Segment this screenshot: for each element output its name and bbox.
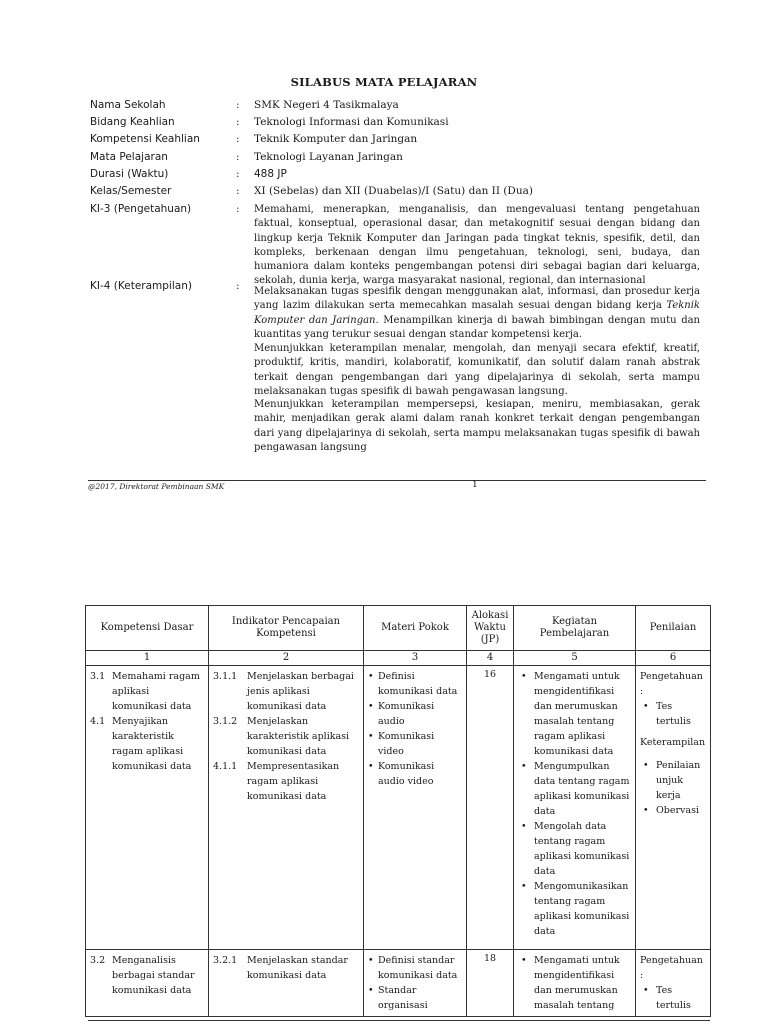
materi-list: [368, 669, 462, 789]
info-colon: :: [236, 151, 240, 163]
info-colon: :: [236, 116, 240, 128]
list-item: • Komunikasi audio video: [368, 759, 462, 789]
list-item: • Standar organisasi: [368, 983, 462, 1013]
kd-text: Memahami ragam aplikasi komunikasi data: [112, 671, 200, 712]
info-value-bidang-keahlian: Teknologi Informasi dan Komunikasi: [254, 116, 449, 128]
info-label-durasi: Durasi (Waktu): [90, 168, 169, 180]
column-number: 1: [86, 651, 209, 666]
indikator-number: 3.2.1: [213, 955, 238, 966]
info-label-nama-sekolah: Nama Sekolah: [90, 99, 166, 111]
list-item: • Definisi standar komunikasi data: [368, 953, 462, 983]
kd-text: Menganalisis berbagai standar komunikasi data: [112, 955, 195, 996]
penilaian-list: [640, 699, 706, 729]
syllabus-table: [85, 605, 711, 1017]
list-item: • Mengomunikasikan tentang ragam aplikasi komunikasi data: [518, 879, 631, 939]
ki4-p1-italic: Teknik Komputer dan Jaringan: [254, 300, 700, 326]
header-indikator: Indikator Pencapaian Kompetensi: [209, 606, 364, 651]
info-label-mata-pelajaran: Mata Pelajaran: [90, 151, 168, 163]
list-item: • Definisi komunikasi data: [368, 669, 462, 699]
indikator-number: 3.1.2: [213, 716, 238, 727]
indikator-text: Menjelaskan standar komunikasi data: [247, 955, 348, 981]
indikator-text: Menjelaskan karakteristik aplikasi komunikasi data: [247, 716, 350, 757]
list-item: • Mengolah data tentang ragam aplikasi komunikasi data: [518, 819, 631, 879]
info-colon: :: [236, 168, 240, 180]
list-item: • Mengamati untuk mengidentifikasi dan merumuskan masalah tentang: [518, 953, 631, 1013]
penilaian-heading-pengetahuan: Pengetahuan: [640, 671, 703, 682]
table-number-row: [86, 651, 711, 666]
header-kompetensi-dasar: Kompetensi Dasar: [86, 606, 209, 651]
materi-cell: [364, 950, 467, 1017]
column-number: 6: [636, 651, 711, 666]
info-colon: :: [236, 99, 240, 111]
penilaian-list: [640, 758, 706, 818]
indikator-item: [213, 669, 359, 714]
ki3-text: Memahami, menerapkan, menganalisis, dan mengevaluasi tentang pengetahuan faktual, konseptual, operasional dasar, dan metakognitif sesuai dengan bidang dan lingkup kerja Teknik Komputer dan Jaringan pada tingkat teknis, spesifik, detil, dan kompleks, berkenaan dengan ilmu pengetahuan, teknologi, seni, budaya, dan humaniora dalam konteks pengembangan potensi diri sebagai bagian dari keluarga, sekolah, dunia kerja, warga masyarakat nasional, regional, dan internasional: [254, 204, 700, 287]
page-bottom-rule: [88, 1020, 710, 1021]
ki3-label: KI-3 (Pengetahuan): [90, 203, 192, 215]
waktu-cell: 18: [467, 950, 514, 1017]
table-row: [86, 666, 711, 950]
indikator-number: 4.1.1: [213, 761, 238, 772]
list-item: • Obervasi: [640, 803, 706, 818]
footer-divider: [88, 480, 706, 481]
footer-copyright: @2017, Direktorat Pembinaan SMK: [88, 482, 225, 491]
indikator-cell: [209, 666, 364, 950]
kd-number: 3.1: [90, 671, 106, 682]
info-colon: :: [236, 280, 240, 292]
penilaian-colon: :: [640, 686, 644, 697]
penilaian-heading-pengetahuan: Pengetahuan: [640, 955, 703, 966]
kegiatan-list: [518, 669, 631, 939]
header-kegiatan: Kegiatan Pembelajaran: [514, 606, 636, 651]
penilaian-cell: [636, 666, 711, 950]
kegiatan-list: [518, 953, 631, 1013]
list-item: • Tes tertulis: [640, 699, 706, 729]
kd-cell: [86, 666, 209, 950]
indikator-item: [213, 759, 359, 804]
list-item: • Mengumpulkan data tentang ragam aplikasi komunikasi data: [518, 759, 631, 819]
ki4-p1-b: . Menampilkan kinerja di bawah bimbingan dengan mutu dan kuantitas yang terukur sesuai dengan standar kompetensi kerja.: [254, 314, 700, 340]
materi-list: [368, 953, 462, 1013]
info-colon: :: [236, 133, 240, 145]
document-title: SILABUS MATA PELAJARAN: [290, 75, 478, 89]
ki4-p1-a: Melaksanakan tugas spesifik dengan menggunakan alat, informasi, dan prosedur kerja yang lazim dilakukan serta memecahkan masalah sesuai dengan bidang kerja: [254, 286, 700, 312]
list-item: • Mengamati untuk mengidentifikasi dan merumuskan masalah tentang ragam aplikasi komunikasi data: [518, 669, 631, 759]
list-item: • Komunikasi audio: [368, 699, 462, 729]
info-colon: :: [236, 185, 240, 197]
footer-page-number: 1: [472, 480, 478, 490]
ki4-paragraph-2: Menunjukkan keterampilan menalar, mengolah, dan menyaji secara efektif, kreatif, produktif, kritis, mandiri, kolaboratif, komunikatif, dan solutif dalam ranah abstrak terkait dengan pengembangan dari yang dipelajarinya di sekolah, serta mampu melaksanakan tugas spesifik di bawah pengawasan langsung.: [254, 343, 700, 397]
info-value-mata-pelajaran: Teknologi Layanan Jaringan: [254, 151, 403, 163]
column-number: 2: [209, 651, 364, 666]
table-row: [86, 950, 711, 1017]
column-number: 4: [467, 651, 514, 666]
indikator-item: [213, 714, 359, 759]
kegiatan-cell: [514, 666, 636, 950]
kd-text: Menyajikan karakteristik ragam aplikasi komunikasi data: [112, 716, 192, 772]
ki4-paragraph-1: [254, 285, 700, 342]
header-materi-pokok: Materi Pokok: [364, 606, 467, 651]
info-value-kompetensi-keahlian: Teknik Komputer dan Jaringan: [254, 133, 418, 145]
info-value-nama-sekolah: SMK Negeri 4 Tasikmalaya: [254, 99, 399, 111]
ki4-label: KI-4 (Keterampilan): [90, 280, 192, 292]
info-label-kelas-semester: Kelas/Semester: [90, 185, 172, 197]
header-penilaian: Penilaian: [636, 606, 711, 651]
kegiatan-cell: [514, 950, 636, 1017]
kd-number: 4.1: [90, 716, 106, 727]
kd-number: 3.2: [90, 955, 106, 966]
kd-item: [90, 714, 204, 774]
column-number: 3: [364, 651, 467, 666]
table-header-row: [86, 606, 711, 651]
materi-cell: [364, 666, 467, 950]
column-number: 5: [514, 651, 636, 666]
ki4-paragraph-3: Menunjukkan keterampilan mempersepsi, kesiapan, meniru, membiasakan, gerak mahir, menjadikan gerak alami dalam ranah konkret terkait dengan pengembangan dari yang dipelajarinya di sekolah, serta mampu melaksanakan tugas spesifik di bawah pengawasan langsung: [254, 399, 700, 453]
penilaian-cell: [636, 950, 711, 1017]
info-value-durasi: 488 JP: [254, 168, 287, 180]
indikator-text: Menjelaskan berbagai jenis aplikasi komunikasi data: [247, 671, 354, 712]
list-item: • Penilaian unjuk kerja: [640, 758, 706, 803]
penilaian-colon: :: [640, 970, 644, 981]
penilaian-list: [640, 983, 706, 1013]
info-label-kompetensi-keahlian: Kompetensi Keahlian: [90, 133, 200, 145]
header-alokasi-waktu: Alokasi Waktu (JP): [467, 606, 514, 651]
indikator-text: Mempresentasikan ragam aplikasi komunikasi data: [247, 761, 340, 802]
kd-cell: [86, 950, 209, 1017]
info-value-kelas-semester: XI (Sebelas) dan XII (Duabelas)/I (Satu) dan II (Dua): [254, 185, 533, 197]
penilaian-heading-keterampilan: Keterampilan: [640, 737, 706, 748]
info-colon: :: [236, 203, 240, 215]
waktu-cell: 16: [467, 666, 514, 950]
kd-item: [90, 669, 204, 714]
indikator-cell: [209, 950, 364, 1017]
info-label-bidang-keahlian: Bidang Keahlian: [90, 116, 175, 128]
indikator-number: 3.1.1: [213, 671, 238, 682]
kd-item: [90, 953, 204, 998]
list-item: • Tes tertulis: [640, 983, 706, 1013]
indikator-item: [213, 953, 359, 983]
list-item: • Komunikasi video: [368, 729, 462, 759]
